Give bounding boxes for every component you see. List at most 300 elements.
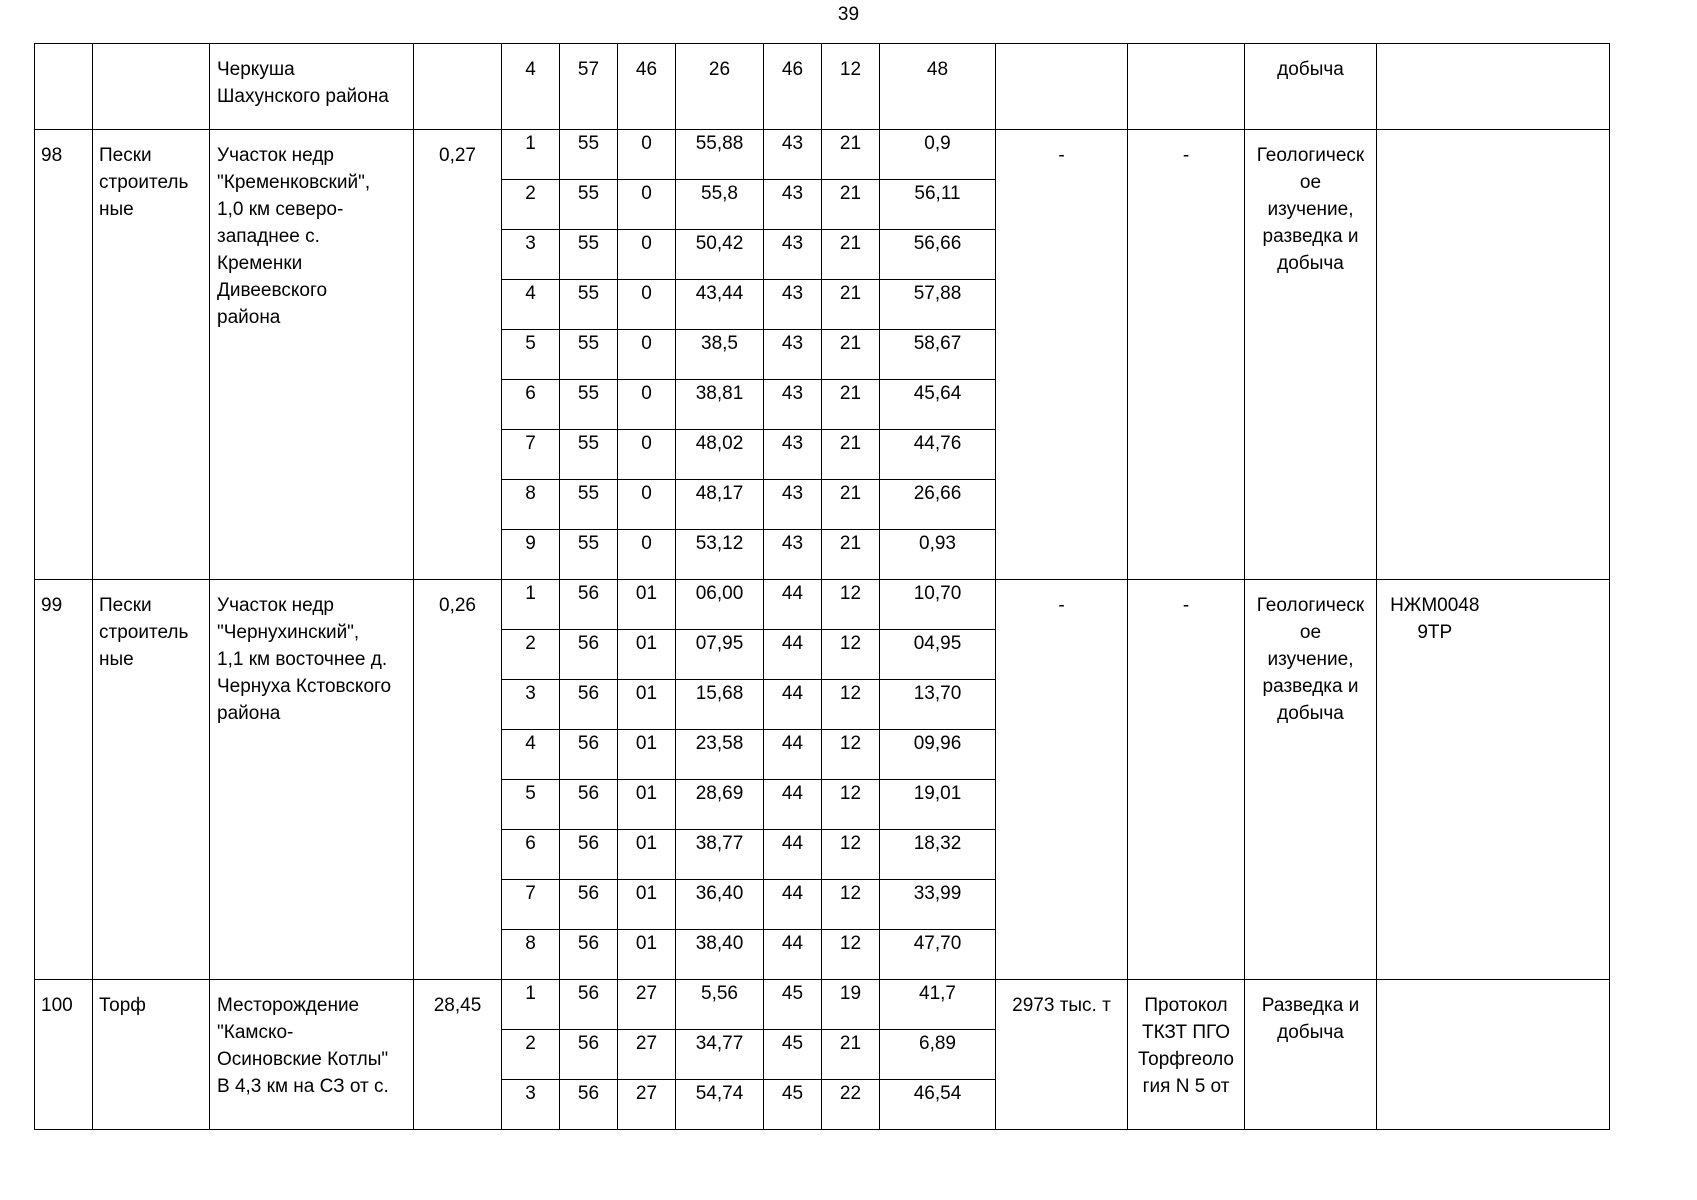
lat-seconds-cell-line: 5,56 <box>701 983 738 1004</box>
object-description-cell <box>210 130 414 580</box>
lat-degrees-cell-line: 56 <box>577 933 600 954</box>
lat-minutes-cell-line: 0 <box>641 383 652 404</box>
approval-document-cell-line: Торфгеоло <box>1138 1049 1234 1070</box>
lat-degrees-cell <box>560 480 618 530</box>
lat-degrees-cell-line: 56 <box>577 733 600 754</box>
resources-cell-line: - <box>1058 595 1065 616</box>
lat-degrees-cell <box>560 330 618 380</box>
table-row <box>35 130 1610 180</box>
lon-degrees-cell <box>764 230 822 280</box>
lat-degrees-cell-line: 56 <box>577 883 600 904</box>
lat-seconds-cell <box>676 130 764 180</box>
use-type-cell <box>1245 980 1377 1130</box>
lon-degrees-cell-line: 43 <box>781 483 804 504</box>
lon-minutes-cell-line: 21 <box>839 433 862 454</box>
lat-seconds-cell <box>676 1030 764 1080</box>
lon-seconds-cell <box>880 780 996 830</box>
lat-degrees-cell-line: 55 <box>577 133 600 154</box>
use-type-cell-line: разведка и <box>1262 676 1359 697</box>
lat-degrees-cell <box>560 380 618 430</box>
lon-degrees-cell-line: 44 <box>781 583 804 604</box>
point-number-cell-line: 2 <box>525 633 536 654</box>
lon-minutes-cell <box>822 1080 880 1130</box>
point-number-cell-line: 4 <box>525 733 536 754</box>
lon-seconds-cell <box>880 880 996 930</box>
lon-degrees-cell <box>764 180 822 230</box>
object-description-cell-line: В 4,3 км на СЗ от с. <box>217 1076 389 1097</box>
lon-seconds-cell <box>880 430 996 480</box>
lon-minutes-cell <box>822 430 880 480</box>
point-number-cell-line: 8 <box>525 483 536 504</box>
lat-seconds-cell-line: 48,17 <box>695 483 744 504</box>
use-type-cell-line: разведка и <box>1262 226 1359 247</box>
point-number-cell <box>502 630 560 680</box>
lat-degrees-cell-line: 56 <box>577 683 600 704</box>
use-type-cell <box>1245 580 1377 980</box>
license-cell <box>1377 580 1493 980</box>
lon-degrees-cell <box>764 580 822 630</box>
lon-minutes-cell <box>822 780 880 830</box>
point-number-cell-line: 7 <box>525 883 536 904</box>
use-type-cell-line: ое <box>1299 622 1322 643</box>
lon-seconds-cell-line: 41,7 <box>919 983 956 1004</box>
lat-minutes-cell-line: 01 <box>635 883 658 904</box>
row-number-cell <box>35 44 93 130</box>
lat-seconds-cell <box>676 1080 764 1130</box>
lat-minutes-cell-line: 27 <box>635 1083 658 1104</box>
license-cell <box>1377 130 1493 580</box>
lon-seconds-cell-line: 58,67 <box>913 333 962 354</box>
resources-cell-line: - <box>1058 145 1065 166</box>
lon-minutes-cell-line: 19 <box>839 983 862 1004</box>
point-number-cell-line: 7 <box>525 433 536 454</box>
lon-degrees-cell <box>764 780 822 830</box>
lon-seconds-cell <box>880 480 996 530</box>
lon-degrees-cell <box>764 1080 822 1130</box>
lat-minutes-cell <box>618 330 676 380</box>
lon-degrees-cell <box>764 980 822 1030</box>
lat-minutes-cell <box>618 380 676 430</box>
point-number-cell-line: 8 <box>525 933 536 954</box>
lon-degrees-cell <box>764 530 822 580</box>
lat-degrees-cell-line: 56 <box>577 633 600 654</box>
lat-seconds-cell <box>676 430 764 480</box>
lon-minutes-cell <box>822 44 880 130</box>
lat-minutes-cell <box>618 680 676 730</box>
lon-seconds-cell-line: 46,54 <box>913 1083 962 1104</box>
lat-minutes-cell-line: 01 <box>635 933 658 954</box>
use-type-cell-line: изучение, <box>1267 649 1354 670</box>
object-description-cell-line: района <box>217 703 281 724</box>
point-number-cell-line: 6 <box>525 833 536 854</box>
approval-document-cell <box>1128 980 1245 1130</box>
lon-seconds-cell-line: 56,11 <box>914 183 961 204</box>
license-cell <box>1377 980 1493 1130</box>
approval-document-cell <box>1128 44 1245 130</box>
lon-minutes-cell-line: 12 <box>839 783 862 804</box>
point-number-cell <box>502 980 560 1030</box>
lat-seconds-cell <box>676 930 764 980</box>
empty-column-cell <box>1493 44 1610 130</box>
lon-seconds-cell <box>880 930 996 980</box>
mineral-cell-line: ные <box>99 199 134 220</box>
lat-seconds-cell-line: 15,68 <box>695 683 744 704</box>
mineral-cell-line: Торф <box>99 995 146 1016</box>
empty-column-cell <box>1493 130 1610 580</box>
use-type-cell-line: Разведка и <box>1261 995 1360 1016</box>
use-type-cell-line: добыча <box>1277 253 1344 274</box>
lon-degrees-cell <box>764 130 822 180</box>
object-description-cell-line: Чернуха Кстовского <box>217 676 392 697</box>
point-number-cell-line: 2 <box>525 1033 536 1054</box>
lon-minutes-cell-line: 12 <box>839 583 862 604</box>
lat-degrees-cell <box>560 830 618 880</box>
lon-degrees-cell <box>764 44 822 130</box>
lon-minutes-cell-line: 21 <box>839 533 862 554</box>
point-number-cell <box>502 1080 560 1130</box>
mineral-cell-line: строитель <box>99 172 189 193</box>
object-description-cell-line: Кременки <box>217 253 303 274</box>
lat-seconds-cell-line: 28,69 <box>695 783 744 804</box>
lat-minutes-cell <box>618 1030 676 1080</box>
lon-minutes-cell-line: 21 <box>839 283 862 304</box>
mineral-cell-line: Пески <box>99 595 152 616</box>
lon-degrees-cell <box>764 1030 822 1080</box>
lon-minutes-cell-line: 12 <box>839 833 862 854</box>
lat-minutes-cell <box>618 280 676 330</box>
lat-minutes-cell <box>618 630 676 680</box>
lat-minutes-cell-line: 01 <box>635 733 658 754</box>
object-description-cell-line: Осиновские Котлы" <box>217 1049 389 1070</box>
lat-minutes-cell <box>618 180 676 230</box>
lat-seconds-cell <box>676 480 764 530</box>
lat-degrees-cell <box>560 780 618 830</box>
approval-document-cell-line: - <box>1182 145 1190 166</box>
lat-seconds-cell-line: 06,00 <box>695 583 744 604</box>
lon-minutes-cell-line: 21 <box>839 233 862 254</box>
lon-seconds-cell <box>880 580 996 630</box>
lon-minutes-cell <box>822 580 880 630</box>
lon-seconds-cell <box>880 380 996 430</box>
lat-minutes-cell-line: 27 <box>635 1033 658 1054</box>
use-type-cell-line: добыча <box>1277 59 1344 80</box>
lat-degrees-cell <box>560 180 618 230</box>
lon-seconds-cell-line: 26,66 <box>913 483 962 504</box>
point-number-cell <box>502 44 560 130</box>
point-number-cell <box>502 530 560 580</box>
lon-seconds-cell <box>880 980 996 1030</box>
license-cell <box>1377 44 1493 130</box>
lon-seconds-cell <box>880 1080 996 1130</box>
lon-seconds-cell <box>880 280 996 330</box>
lat-degrees-cell <box>560 130 618 180</box>
use-type-cell-line: Геологическ <box>1256 145 1365 166</box>
row-number-cell <box>35 130 93 580</box>
lon-seconds-cell-line: 09,96 <box>913 733 962 754</box>
object-description-cell-line: "Чернухинский", <box>217 622 360 643</box>
lon-minutes-cell <box>822 880 880 930</box>
lat-minutes-cell <box>618 130 676 180</box>
lon-degrees-cell <box>764 830 822 880</box>
use-type-cell-line: Геологическ <box>1256 595 1365 616</box>
point-number-cell <box>502 930 560 980</box>
lat-seconds-cell-line: 34,77 <box>695 1033 744 1054</box>
point-number-cell-line: 1 <box>525 583 536 604</box>
lon-seconds-cell-line: 0,93 <box>919 533 956 554</box>
lon-seconds-cell-line: 47,70 <box>913 933 962 954</box>
lat-seconds-cell <box>676 580 764 630</box>
lat-degrees-cell-line: 56 <box>577 833 600 854</box>
empty-column-cell <box>1493 980 1610 1130</box>
lat-degrees-cell <box>560 530 618 580</box>
mineral-cell-line: Пески <box>99 145 152 166</box>
lon-seconds-cell-line: 57,88 <box>913 283 962 304</box>
lon-minutes-cell <box>822 180 880 230</box>
lat-degrees-cell <box>560 630 618 680</box>
lon-degrees-cell-line: 43 <box>781 433 804 454</box>
lat-minutes-cell <box>618 880 676 930</box>
lat-seconds-cell <box>676 730 764 780</box>
lon-minutes-cell <box>822 480 880 530</box>
row-number-cell <box>35 580 93 980</box>
lat-degrees-cell-line: 55 <box>577 383 600 404</box>
point-number-cell <box>502 280 560 330</box>
lat-seconds-cell-line: 55,8 <box>701 183 738 204</box>
lat-degrees-cell <box>560 580 618 630</box>
lat-seconds-cell <box>676 230 764 280</box>
use-type-cell-line: изучение, <box>1267 199 1354 220</box>
lon-minutes-cell-line: 21 <box>839 1033 862 1054</box>
point-number-cell <box>502 330 560 380</box>
resources-cell <box>996 980 1128 1130</box>
lon-minutes-cell <box>822 230 880 280</box>
use-type-cell <box>1245 44 1377 130</box>
object-description-cell <box>210 44 414 130</box>
point-number-cell-line: 2 <box>525 183 536 204</box>
lat-seconds-cell <box>676 330 764 380</box>
object-description-cell-line: Шахунского района <box>217 86 389 107</box>
lat-seconds-cell <box>676 680 764 730</box>
lat-degrees-cell <box>560 280 618 330</box>
lat-seconds-cell <box>676 530 764 580</box>
lat-degrees-cell-line: 55 <box>577 333 600 354</box>
subsoil-registry-table <box>34 43 1610 1130</box>
point-number-cell <box>502 180 560 230</box>
area-cell-line: 0,26 <box>439 595 476 616</box>
object-description-cell-line: западнее с. <box>217 226 320 247</box>
lon-degrees-cell <box>764 480 822 530</box>
license-cell-line: 9ТР <box>1417 622 1453 643</box>
point-number-cell <box>502 480 560 530</box>
object-description-cell-line: "Кременковский", <box>217 172 371 193</box>
lon-degrees-cell-line: 43 <box>781 533 804 554</box>
point-number-cell <box>502 580 560 630</box>
lat-minutes-cell <box>618 930 676 980</box>
area-cell <box>414 580 502 980</box>
lat-minutes-cell <box>618 580 676 630</box>
lat-minutes-cell-line: 0 <box>641 283 652 304</box>
lon-seconds-cell <box>880 330 996 380</box>
lat-degrees-cell <box>560 44 618 130</box>
point-number-cell-line: 1 <box>525 133 536 154</box>
lon-minutes-cell-line: 12 <box>839 683 862 704</box>
lat-degrees-cell <box>560 730 618 780</box>
point-number-cell <box>502 1030 560 1080</box>
lon-degrees-cell-line: 43 <box>781 183 804 204</box>
lat-seconds-cell-line: 23,58 <box>695 733 744 754</box>
lon-minutes-cell <box>822 1030 880 1080</box>
lon-seconds-cell-line: 44,76 <box>913 433 962 454</box>
lat-minutes-cell-line: 0 <box>641 483 652 504</box>
lat-minutes-cell-line: 01 <box>635 833 658 854</box>
object-description-cell-line: района <box>217 307 281 328</box>
object-description-cell-line: Дивеевского <box>217 280 328 301</box>
use-type-cell <box>1245 130 1377 580</box>
point-number-cell <box>502 380 560 430</box>
lon-minutes-cell-line: 22 <box>839 1083 862 1104</box>
use-type-cell-line: добыча <box>1277 1022 1344 1043</box>
lon-minutes-cell <box>822 630 880 680</box>
point-number-cell-line: 5 <box>525 333 536 354</box>
lon-minutes-cell-line: 12 <box>839 733 862 754</box>
area-cell-line: 28,45 <box>433 995 482 1016</box>
lon-seconds-cell <box>880 130 996 180</box>
page-number: 39 <box>837 4 860 25</box>
lat-seconds-cell <box>676 980 764 1030</box>
point-number-cell-line: 3 <box>525 233 536 254</box>
point-number-cell <box>502 780 560 830</box>
lat-seconds-cell <box>676 280 764 330</box>
table-row <box>35 980 1610 1030</box>
lat-seconds-cell <box>676 180 764 230</box>
lat-degrees-cell-line: 55 <box>577 233 600 254</box>
lon-minutes-cell <box>822 980 880 1030</box>
lat-minutes-cell <box>618 830 676 880</box>
point-number-cell-line: 4 <box>525 283 536 304</box>
lon-minutes-cell <box>822 830 880 880</box>
lat-degrees-cell <box>560 680 618 730</box>
lat-degrees-cell-line: 56 <box>577 583 600 604</box>
object-description-cell-line: Черкуша <box>217 59 295 80</box>
lat-seconds-cell-line: 36,40 <box>695 883 744 904</box>
object-description-cell <box>210 580 414 980</box>
lat-minutes-cell-line: 0 <box>641 433 652 454</box>
lon-degrees-cell-line: 43 <box>781 233 804 254</box>
lon-minutes-cell <box>822 280 880 330</box>
lat-minutes-cell <box>618 780 676 830</box>
lon-degrees-cell <box>764 380 822 430</box>
lat-degrees-cell <box>560 430 618 480</box>
point-number-cell-line: 1 <box>525 983 536 1004</box>
lon-degrees-cell <box>764 930 822 980</box>
lon-seconds-cell-line: 19,01 <box>913 783 962 804</box>
table-row <box>35 580 1610 630</box>
lat-minutes-cell-line: 01 <box>635 783 658 804</box>
lon-minutes-cell-line: 21 <box>839 133 862 154</box>
approval-document-cell-line: - <box>1182 595 1190 616</box>
approval-document-cell <box>1128 130 1245 580</box>
lon-degrees-cell-line: 45 <box>781 1083 804 1104</box>
lat-seconds-cell-line: 48,02 <box>695 433 744 454</box>
approval-document-cell-line: гия N 5 от <box>1142 1076 1230 1097</box>
lon-seconds-cell <box>880 44 996 130</box>
lon-minutes-cell-line: 12 <box>839 883 862 904</box>
lat-seconds-cell-line: 38,40 <box>695 933 744 954</box>
table-row <box>35 44 1610 130</box>
lon-degrees-cell-line: 44 <box>781 683 804 704</box>
point-number-cell <box>502 680 560 730</box>
lon-degrees-cell <box>764 630 822 680</box>
lon-degrees-cell <box>764 430 822 480</box>
lat-seconds-cell-line: 38,5 <box>701 333 738 354</box>
mineral-cell-line: ные <box>99 649 134 670</box>
lat-degrees-cell-line: 55 <box>577 433 600 454</box>
lon-degrees-cell-line: 43 <box>781 333 804 354</box>
lon-seconds-cell <box>880 680 996 730</box>
license-cell-line: НЖМ0048 <box>1390 595 1480 616</box>
area-cell <box>414 130 502 580</box>
lon-minutes-cell <box>822 380 880 430</box>
lat-degrees-cell <box>560 930 618 980</box>
lat-degrees-cell-line: 56 <box>577 1033 600 1054</box>
lon-degrees-cell <box>764 680 822 730</box>
object-description-cell-line: Участок недр <box>217 145 334 166</box>
resources-cell <box>996 580 1128 980</box>
lat-seconds-cell-line: 26 <box>708 59 731 80</box>
lat-seconds-cell <box>676 830 764 880</box>
lat-seconds-cell <box>676 44 764 130</box>
lat-minutes-cell-line: 01 <box>635 583 658 604</box>
lat-seconds-cell <box>676 880 764 930</box>
point-number-cell <box>502 830 560 880</box>
row-number-cell-line: 99 <box>41 595 63 616</box>
lon-minutes-cell <box>822 530 880 580</box>
lon-degrees-cell <box>764 730 822 780</box>
resources-cell-line: 2973 тыс. т <box>1012 995 1111 1016</box>
lat-minutes-cell <box>618 980 676 1030</box>
use-type-cell-line: ое <box>1299 172 1322 193</box>
lon-degrees-cell-line: 44 <box>781 783 804 804</box>
lat-seconds-cell-line: 07,95 <box>695 633 744 654</box>
lat-degrees-cell-line: 55 <box>577 283 600 304</box>
lat-minutes-cell-line: 27 <box>635 983 658 1004</box>
lat-minutes-cell <box>618 230 676 280</box>
lat-degrees-cell-line: 56 <box>577 983 600 1004</box>
lon-seconds-cell-line: 0,9 <box>924 133 951 154</box>
lon-minutes-cell-line: 12 <box>839 59 862 80</box>
point-number-cell <box>502 880 560 930</box>
lon-degrees-cell <box>764 280 822 330</box>
lat-minutes-cell-line: 01 <box>635 683 658 704</box>
lon-seconds-cell-line: 13,70 <box>913 683 962 704</box>
lat-seconds-cell-line: 50,42 <box>695 233 744 254</box>
lon-degrees-cell-line: 44 <box>781 883 804 904</box>
lon-degrees-cell-line: 44 <box>781 733 804 754</box>
lon-degrees-cell <box>764 880 822 930</box>
lat-degrees-cell-line: 56 <box>577 783 600 804</box>
lon-seconds-cell <box>880 1030 996 1080</box>
mineral-cell <box>93 980 210 1130</box>
lon-seconds-cell-line: 45,64 <box>913 383 962 404</box>
lon-minutes-cell-line: 12 <box>839 933 862 954</box>
lon-minutes-cell <box>822 130 880 180</box>
lon-seconds-cell-line: 04,95 <box>913 633 962 654</box>
lat-minutes-cell <box>618 1080 676 1130</box>
point-number-cell-line: 6 <box>525 383 536 404</box>
lon-degrees-cell-line: 44 <box>781 833 804 854</box>
approval-document-cell-line: Протокол <box>1144 995 1228 1016</box>
mineral-cell <box>93 130 210 580</box>
